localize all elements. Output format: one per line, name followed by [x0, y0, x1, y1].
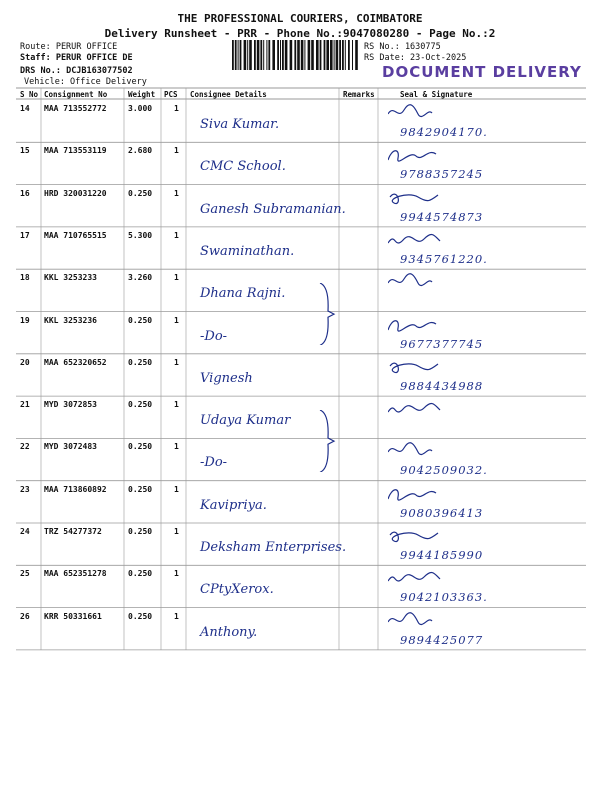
row-pcs: 1	[174, 527, 179, 536]
signature-stroke	[388, 612, 432, 624]
col-sno: S No	[20, 90, 39, 99]
barcode-bar	[324, 40, 326, 70]
signature-stroke	[390, 363, 438, 372]
row-weight: 5.300	[128, 230, 153, 240]
row-consignment-no: MYD 3072483	[44, 442, 97, 452]
row-sno: 18	[20, 273, 30, 283]
staff-label: Staff: PERUR OFFICE DE	[20, 53, 133, 63]
row-signature-scribble	[388, 358, 448, 380]
row-consignment-no: MAA 652351278	[44, 569, 107, 579]
row-phone-handwritten: 9788357245	[400, 167, 484, 182]
barcode-bar	[257, 40, 260, 70]
row-pcs: 1	[174, 104, 179, 113]
row-sno: 15	[20, 146, 30, 156]
row-consignee-handwritten: Dhana Rajni.	[200, 286, 286, 302]
barcode-bar	[277, 40, 279, 70]
signature-stroke	[388, 320, 436, 330]
barcode-bar	[342, 40, 344, 70]
barcode-bar	[232, 40, 234, 70]
sheet-title: THE PROFESSIONAL COURIERS, COIMBATORE	[177, 12, 423, 25]
route-label: Route: PERUR OFFICE	[20, 42, 118, 52]
row-consignment-no: KRR 50331661	[44, 611, 102, 621]
barcode-bar	[266, 40, 267, 70]
barcode-bar	[320, 40, 322, 70]
barcode-bar	[294, 40, 296, 70]
barcode-bar	[280, 40, 281, 70]
bracket-rows-21-22	[318, 410, 338, 472]
barcode-bar	[260, 40, 262, 70]
row-pcs: 1	[174, 484, 179, 494]
row-sno: 17	[20, 230, 30, 240]
row-signature-scribble	[388, 442, 448, 464]
signature-stroke	[388, 274, 432, 286]
drs-number-value: DCJB163077502	[60, 66, 133, 76]
row-consignee-handwritten: Anthony.	[200, 624, 258, 640]
row-consignee-handwritten: Ganesh Subramanian.	[200, 201, 346, 217]
bracket-stroke	[320, 283, 334, 345]
row-consignee-handwritten: CMC School.	[200, 159, 286, 175]
row-weight: 0.250	[128, 315, 153, 325]
row-phone-handwritten: 9884434988	[400, 378, 484, 393]
row-pcs: 1	[174, 400, 179, 410]
row-pcs: 1	[174, 315, 179, 325]
row-sno: 14	[20, 104, 30, 113]
col-consignment: Consignment No	[44, 90, 108, 99]
row-sno: 22	[20, 442, 30, 452]
row-weight: 0.250	[128, 357, 153, 367]
barcode-bar	[263, 40, 264, 70]
row-phone-handwritten: 9944185990	[400, 548, 484, 562]
bracket-rows-18-19	[318, 283, 338, 345]
barcode-bar	[301, 40, 304, 70]
sheet-subtitle: Delivery Runsheet - PRR - Phone No.:9047080280 - Page No.:2	[104, 27, 496, 40]
row-consignment-no: MAA 713553119	[44, 146, 107, 156]
row-consignment-no: MAA 652320652	[44, 357, 107, 367]
row-consignment-no: KKL 3253236	[44, 315, 97, 325]
row-signature-scribble	[388, 104, 448, 126]
row-weight: 0.250	[128, 527, 153, 536]
barcode-bar	[240, 40, 242, 70]
barcode-bar	[330, 40, 333, 70]
rs-number: RS No.: 1630775	[364, 42, 441, 52]
barcode-bar	[272, 40, 275, 70]
signature-stroke	[388, 404, 440, 412]
row-consignee-handwritten: Udaya Kumar	[200, 413, 291, 429]
row-weight: 2.680	[128, 146, 153, 156]
barcode-bar	[268, 40, 270, 70]
row-weight: 0.250	[128, 484, 153, 494]
barcode-bar	[348, 40, 350, 70]
row-consignment-no: MAA 713860892	[44, 484, 107, 494]
barcode-bar	[247, 40, 248, 70]
barcode-bar	[282, 40, 284, 70]
row-consignee-handwritten: Deksham Enterprises.	[200, 540, 347, 555]
col-signature: Seal & Signature	[400, 90, 473, 99]
row-consignee-handwritten: Siva Kumar.	[200, 117, 280, 132]
row-consignment-no: MAA 710765515	[44, 230, 107, 240]
row-consignee-handwritten: -Do-	[200, 328, 228, 344]
bracket-stroke	[320, 410, 334, 472]
barcode-bar	[326, 40, 329, 70]
drs-number	[20, 66, 133, 77]
row-phone-handwritten: 9677377745	[400, 336, 484, 351]
row-pcs: 1	[174, 146, 179, 156]
row-consignee-handwritten: Swaminathan.	[200, 243, 295, 259]
row-consignee-handwritten: -Do-	[200, 455, 228, 471]
signature-stroke	[390, 194, 438, 203]
row-sno: 19	[20, 315, 30, 325]
signature-stroke	[388, 443, 432, 455]
barcode-bar	[235, 40, 237, 70]
barcode-bar	[334, 40, 335, 70]
barcode-bar	[304, 40, 305, 70]
col-remarks: Remarks	[343, 90, 375, 99]
row-signature-scribble	[388, 316, 448, 338]
barcode-bar	[311, 40, 314, 70]
row-consignment-no: MAA 713552772	[44, 104, 107, 113]
barcode	[232, 40, 358, 74]
signature-stroke	[388, 489, 436, 499]
row-signature-scribble	[388, 569, 448, 591]
row-consignee-handwritten: Vignesh	[200, 370, 253, 386]
row-consignment-no: MYD 3072853	[44, 400, 97, 410]
row-pcs: 1	[174, 230, 179, 240]
row-weight: 3.000	[128, 104, 153, 113]
row-sno: 25	[20, 569, 30, 579]
barcode-bar	[308, 40, 311, 70]
barcode-bar	[339, 40, 341, 70]
row-consignment-no: HRD 320031220	[44, 188, 107, 198]
barcode-bar	[316, 40, 319, 70]
row-phone-handwritten: 9944574873	[400, 209, 484, 224]
barcode-bar	[297, 40, 300, 70]
barcode-bar	[355, 40, 358, 70]
barcode-bar	[345, 40, 346, 70]
barcode-bar	[244, 40, 247, 70]
barcode-bar	[290, 40, 293, 70]
document-delivery-stamp: DOCUMENT DELIVERY	[382, 63, 582, 81]
row-consignee-handwritten: CPtyXerox.	[200, 582, 274, 598]
row-weight: 0.250	[128, 569, 153, 579]
barcode-bar	[249, 40, 252, 70]
row-phone-handwritten: 9894425077	[400, 632, 484, 647]
signature-stroke	[388, 151, 436, 161]
row-consignment-no: TRZ 54277372	[44, 527, 102, 536]
signature-stroke	[388, 105, 432, 117]
row-weight: 3.260	[128, 273, 153, 283]
row-pcs: 1	[174, 611, 179, 621]
row-pcs: 1	[174, 188, 179, 198]
rs-date: RS Date: 23-Oct-2025	[364, 53, 467, 63]
row-sno: 21	[20, 400, 30, 410]
row-weight: 0.250	[128, 188, 153, 198]
row-consignment-no: KKL 3253233	[44, 273, 97, 283]
row-signature-scribble	[388, 273, 448, 295]
signature-stroke	[388, 234, 440, 242]
row-signature-scribble	[388, 612, 448, 634]
row-pcs: 1	[174, 357, 179, 367]
signature-stroke	[390, 532, 438, 541]
row-signature-scribble	[388, 400, 448, 422]
row-weight: 0.250	[128, 611, 153, 621]
row-pcs: 1	[174, 569, 179, 579]
col-pcs: PCS	[164, 90, 178, 99]
row-phone-handwritten: 9042103363.	[400, 590, 488, 605]
row-phone-handwritten: 9345761220.	[400, 251, 488, 266]
row-phone-handwritten: 9842904170.	[400, 125, 488, 139]
row-signature-scribble	[388, 231, 448, 253]
barcode-bar	[336, 40, 339, 70]
row-sno: 26	[20, 611, 30, 621]
signature-stroke	[388, 573, 440, 581]
row-pcs: 1	[174, 442, 179, 452]
row-phone-handwritten: 9042509032.	[400, 463, 488, 478]
row-consignee-handwritten: Kavipriya.	[200, 497, 267, 513]
col-consignee: Consignee Details	[190, 90, 267, 99]
col-weight: Weight	[128, 90, 156, 99]
row-sno: 23	[20, 484, 30, 494]
row-pcs: 1	[174, 273, 179, 283]
row-signature-scribble	[388, 527, 448, 549]
row-signature-scribble	[388, 485, 448, 507]
drs-number-label: DRS No.:	[20, 66, 61, 76]
row-sno: 24	[20, 527, 30, 536]
row-signature-scribble	[388, 146, 448, 168]
barcode-bar	[352, 40, 353, 70]
barcode-bar	[238, 40, 239, 70]
row-weight: 0.250	[128, 400, 153, 410]
barcode-bar	[285, 40, 288, 70]
row-sno: 16	[20, 188, 30, 198]
row-weight: 0.250	[128, 442, 153, 452]
barcode-bar	[254, 40, 256, 70]
row-phone-handwritten: 9080396413	[400, 505, 484, 520]
row-signature-scribble	[388, 189, 448, 211]
vehicle-label: Vehicle: Office Delivery	[24, 77, 147, 87]
row-sno: 20	[20, 357, 30, 367]
